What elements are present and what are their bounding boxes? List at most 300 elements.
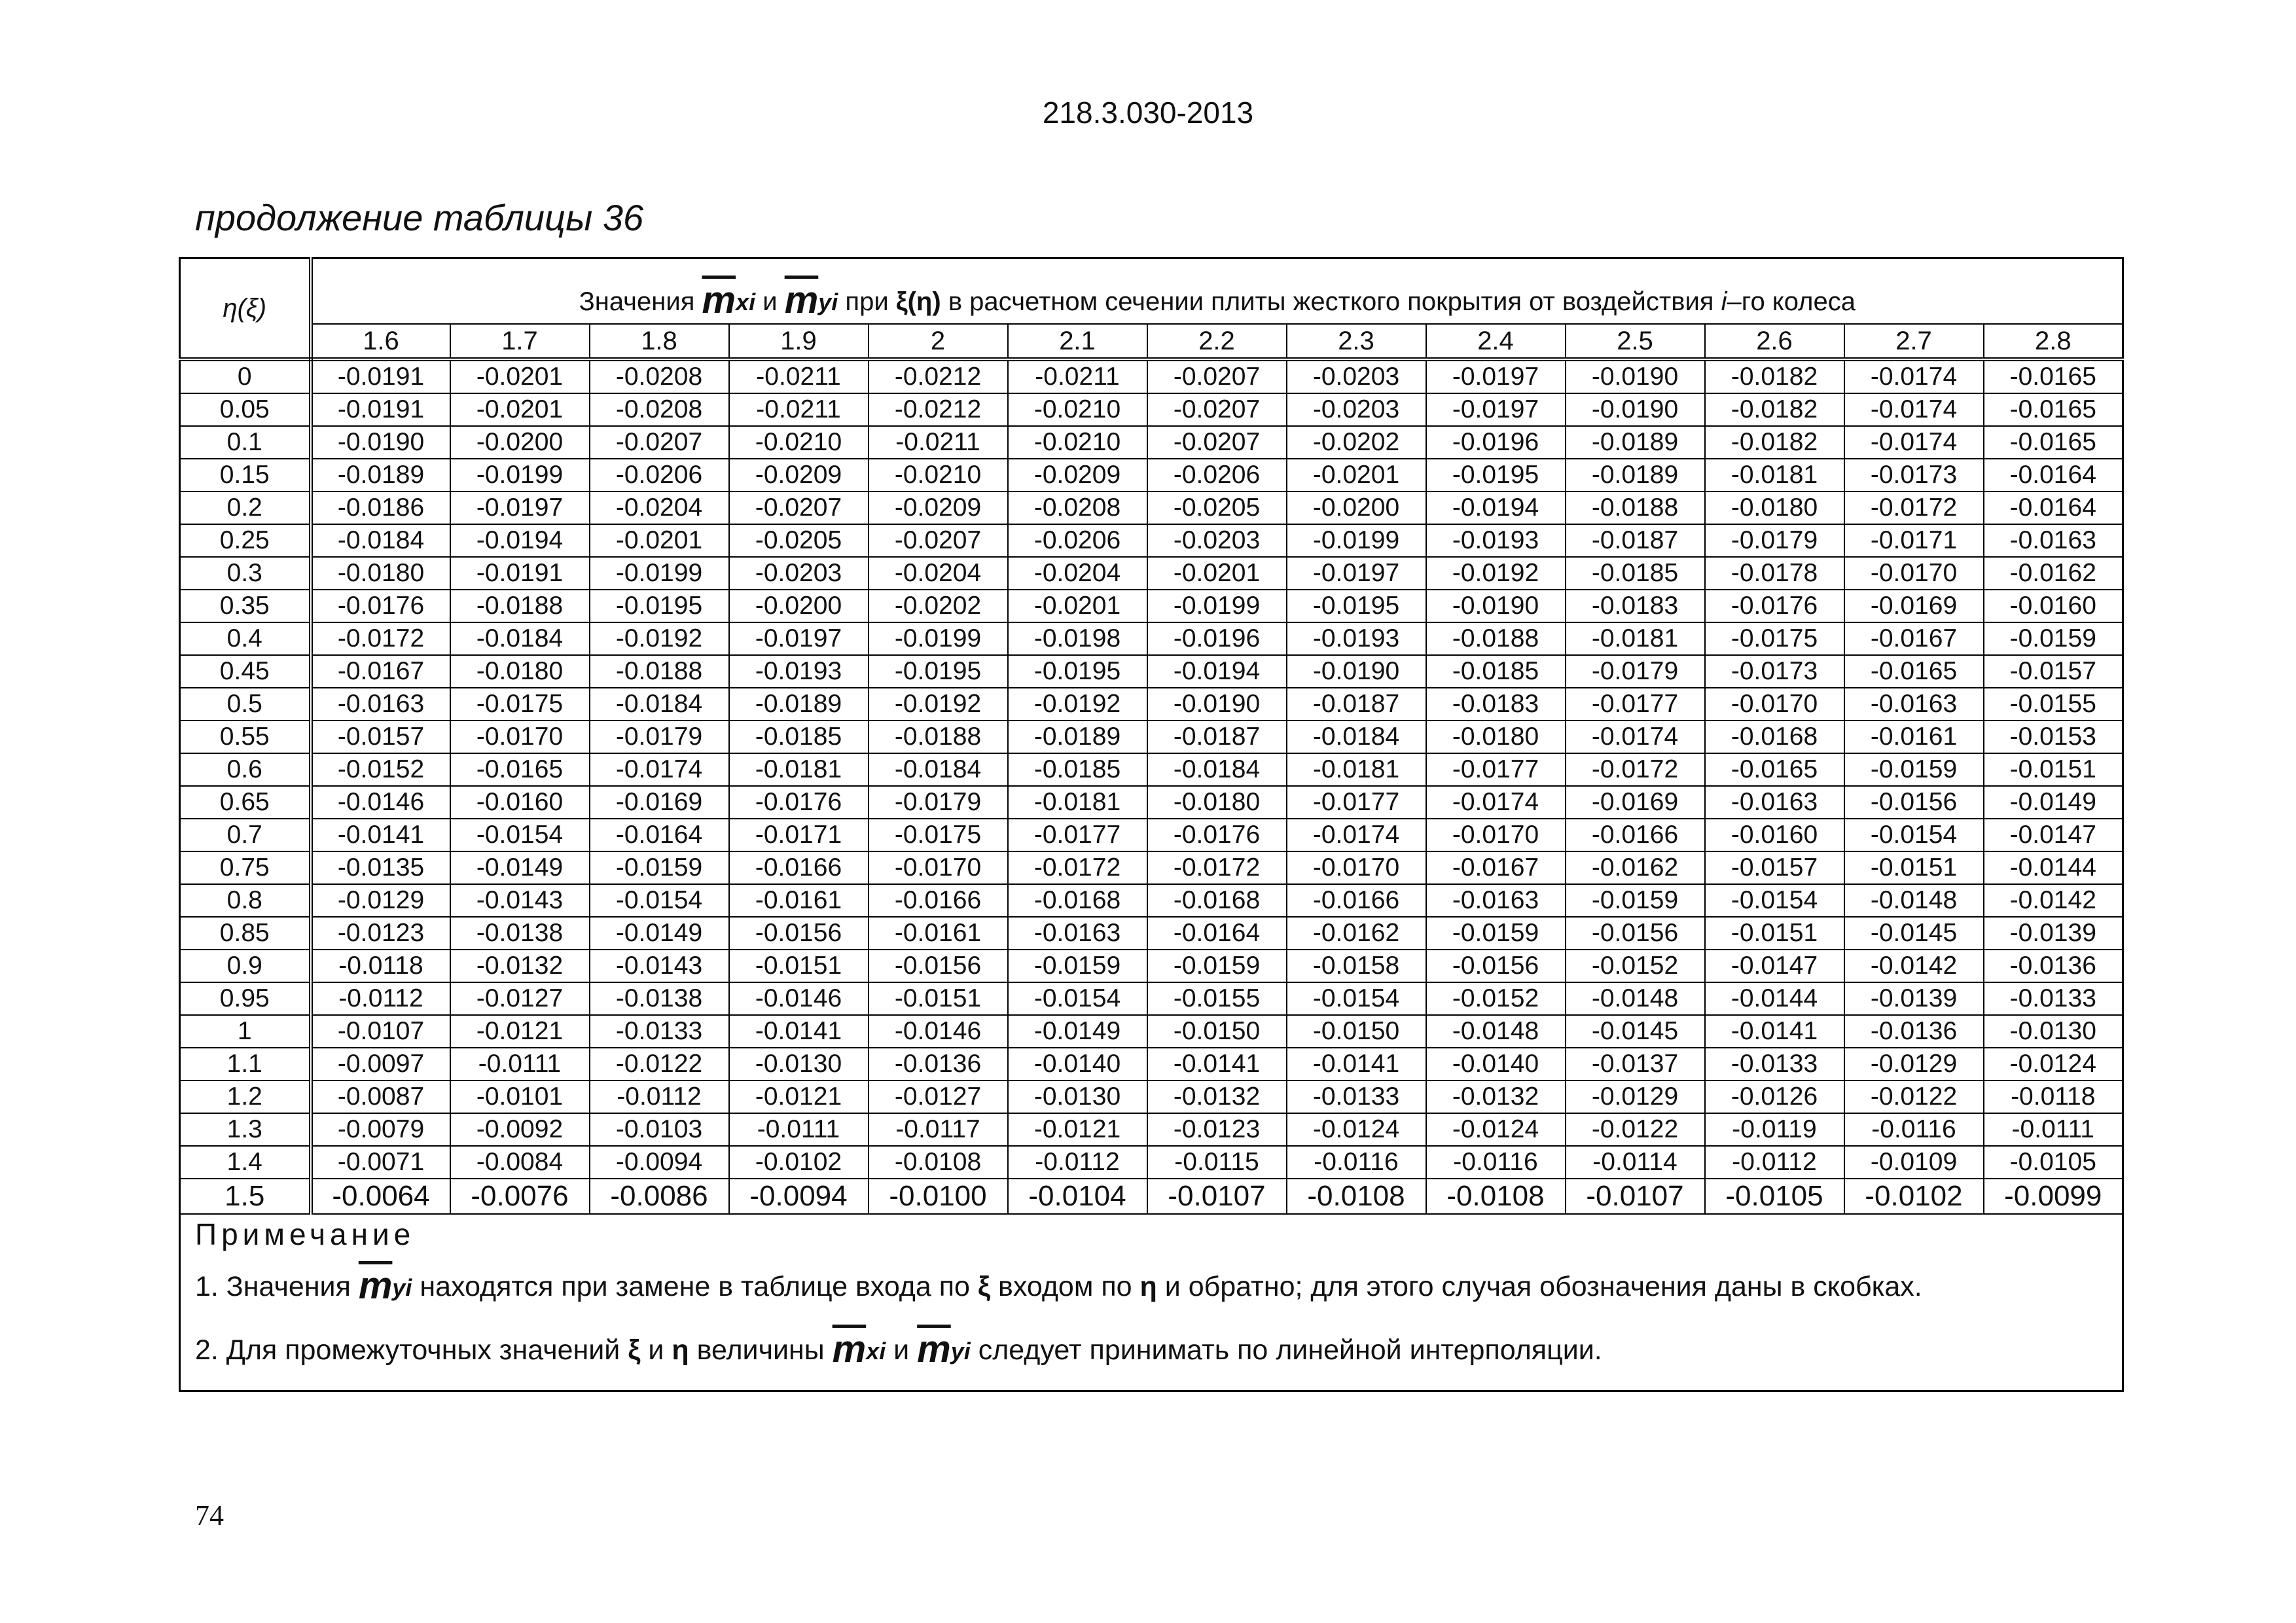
table-cell: -0.0174 (1287, 819, 1426, 851)
table-cell: -0.0211 (1008, 359, 1147, 393)
table-cell: -0.0192 (1008, 688, 1147, 721)
table-cell: -0.0165 (1984, 359, 2123, 393)
table-cell: -0.0187 (1287, 688, 1426, 721)
table-cell: -0.0084 (450, 1146, 590, 1179)
table-cell: -0.0151 (869, 982, 1008, 1015)
table-cell: -0.0208 (590, 359, 729, 393)
table-cell: -0.0209 (869, 491, 1008, 524)
table-cell: -0.0163 (1705, 786, 1844, 819)
table-cell: -0.0170 (1426, 819, 1566, 851)
table-cell: -0.0189 (1566, 426, 1705, 459)
table-cell: -0.0169 (590, 786, 729, 819)
table-cell: -0.0168 (1147, 884, 1287, 917)
table-cell: -0.0133 (1984, 982, 2123, 1015)
table-cell: -0.0199 (1287, 524, 1426, 557)
note-2-text-a: 2. Для промежуточных значений (195, 1334, 620, 1366)
table-cell: -0.0166 (869, 884, 1008, 917)
table-cell: -0.0148 (1844, 884, 1984, 917)
m-symbol: $\overline{m}$ (358, 1264, 393, 1307)
table-row (180, 1113, 2123, 1146)
table-cell: -0.0203 (1147, 524, 1287, 557)
column-header-row (180, 324, 2123, 359)
table-cell: -0.0140 (1426, 1048, 1566, 1080)
note-1-text-d: и обратно; для этого случая обозначения даны в скобках. (1164, 1271, 1922, 1302)
table-cell: -0.0180 (311, 557, 450, 590)
table-cell: -0.0179 (869, 786, 1008, 819)
table-cell: -0.0156 (869, 950, 1008, 982)
table-cell: -0.0139 (1984, 917, 2123, 950)
table-cell: -0.0205 (1147, 491, 1287, 524)
table-cell: -0.0151 (729, 950, 869, 982)
table-cell: -0.0167 (311, 655, 450, 688)
table-cell: -0.0185 (1008, 753, 1147, 786)
table-cell: -0.0159 (1984, 622, 2123, 655)
column-header: 2.7 (1844, 324, 1984, 359)
table-cell: -0.0107 (1566, 1179, 1705, 1214)
page-number: 74 (195, 1499, 224, 1531)
table-cell: -0.0139 (1844, 982, 1984, 1015)
note-2-and-2: и (893, 1334, 910, 1366)
table-cell: -0.0157 (1984, 655, 2123, 688)
table-cell: -0.0195 (1287, 590, 1426, 622)
table-cell: -0.0211 (729, 393, 869, 426)
table-cell: -0.0204 (1008, 557, 1147, 590)
table-cell: -0.0174 (1844, 426, 1984, 459)
row-label: 0.25 (180, 524, 311, 557)
row-label: 0.6 (180, 753, 311, 786)
table-cell: -0.0165 (1984, 393, 2123, 426)
table-cell: -0.0192 (1426, 557, 1566, 590)
table-cell: -0.0092 (450, 1113, 590, 1146)
row-header: η(ξ) (223, 293, 267, 323)
table-cell: -0.0146 (869, 1015, 1008, 1048)
table-cell: -0.0122 (590, 1048, 729, 1080)
table-cell: -0.0100 (869, 1179, 1008, 1214)
table-cell: -0.0163 (1984, 524, 2123, 557)
table-cell: -0.0156 (729, 917, 869, 950)
table-cell: -0.0143 (590, 950, 729, 982)
table-cell: -0.0149 (450, 851, 590, 884)
table-cell: -0.0094 (729, 1179, 869, 1214)
table-cell: -0.0188 (1566, 491, 1705, 524)
table-cell: -0.0163 (1844, 688, 1984, 721)
table-row (180, 1015, 2123, 1048)
table-cell: -0.0160 (1705, 819, 1844, 851)
table-cell: -0.0198 (1008, 622, 1147, 655)
table-cell: -0.0180 (450, 655, 590, 688)
table-cell: -0.0181 (1566, 622, 1705, 655)
table-cell: -0.0116 (1287, 1146, 1426, 1179)
span-header (311, 259, 2123, 325)
table-cell: -0.0171 (729, 819, 869, 851)
span-header-and: и (762, 287, 778, 316)
table-cell: -0.0179 (1566, 655, 1705, 688)
table-cell: -0.0177 (1426, 753, 1566, 786)
table-row (180, 753, 2123, 786)
table-cell: -0.0191 (311, 359, 450, 393)
table-cell: -0.0202 (869, 590, 1008, 622)
table-cell: -0.0170 (1705, 688, 1844, 721)
table-cell: -0.0181 (1008, 786, 1147, 819)
table-cell: -0.0130 (729, 1048, 869, 1080)
table-cell: -0.0156 (1426, 950, 1566, 982)
table-cell: -0.0136 (1844, 1015, 1984, 1048)
table-cell: -0.0119 (1705, 1113, 1844, 1146)
table-cell: -0.0172 (1844, 491, 1984, 524)
table-cell: -0.0190 (1426, 590, 1566, 622)
table-cell: -0.0195 (1426, 459, 1566, 491)
table-cell: -0.0175 (1705, 622, 1844, 655)
subscript-yi: yi (818, 289, 838, 315)
table-cell: -0.0193 (729, 655, 869, 688)
table-cell: -0.0122 (1844, 1080, 1984, 1113)
table-cell: -0.0132 (1147, 1080, 1287, 1113)
m-symbol: $\overline{m}$ (917, 1328, 951, 1370)
table-cell: -0.0147 (1984, 819, 2123, 851)
table-cell: -0.0107 (311, 1015, 450, 1048)
table-cell: -0.0104 (1008, 1179, 1147, 1214)
row-label: 0.7 (180, 819, 311, 851)
coefficient-table (179, 257, 2124, 1392)
table-cell: -0.0184 (311, 524, 450, 557)
table-cell: -0.0194 (1147, 655, 1287, 688)
table-cell: -0.0166 (1287, 884, 1426, 917)
table-row (180, 1179, 2123, 1214)
table-cell: -0.0199 (1147, 590, 1287, 622)
table-cell: -0.0133 (590, 1015, 729, 1048)
table-cell: -0.0121 (450, 1015, 590, 1048)
table-cell: -0.0174 (1426, 786, 1566, 819)
table-cell: -0.0181 (729, 753, 869, 786)
row-label: 0.1 (180, 426, 311, 459)
table-row (180, 491, 2123, 524)
table-cell: -0.0190 (1566, 393, 1705, 426)
note-line-1 (195, 1254, 2122, 1317)
note-1-eta: η (1139, 1271, 1157, 1302)
row-label: 1.4 (180, 1146, 311, 1179)
table-cell: -0.0086 (590, 1179, 729, 1214)
table-cell: -0.0144 (1705, 982, 1844, 1015)
table-cell: -0.0188 (1426, 622, 1566, 655)
table-cell: -0.0204 (869, 557, 1008, 590)
table-cell: -0.0159 (1566, 884, 1705, 917)
table-cell: -0.0208 (590, 393, 729, 426)
row-label: 0.35 (180, 590, 311, 622)
table-cell: -0.0184 (450, 622, 590, 655)
table-cell: -0.0102 (1844, 1179, 1984, 1214)
table-cell: -0.0143 (450, 884, 590, 917)
table-cell: -0.0112 (1008, 1146, 1147, 1179)
table-cell: -0.0122 (1566, 1113, 1705, 1146)
table-row (180, 655, 2123, 688)
table-cell: -0.0114 (1566, 1146, 1705, 1179)
note-line-2 (195, 1317, 2122, 1381)
table-cell: -0.0130 (1984, 1015, 2123, 1048)
table-cell: -0.0076 (450, 1179, 590, 1214)
table-row (180, 1048, 2123, 1080)
table-cell: -0.0161 (729, 884, 869, 917)
table-cell: -0.0150 (1147, 1015, 1287, 1048)
table-row (180, 721, 2123, 753)
table-cell: -0.0176 (1705, 590, 1844, 622)
table-cell: -0.0181 (1287, 753, 1426, 786)
table-cell: -0.0151 (1844, 851, 1984, 884)
table-cell: -0.0099 (1984, 1179, 2123, 1214)
table-cell: -0.0111 (450, 1048, 590, 1080)
table-cell: -0.0102 (729, 1146, 869, 1179)
table-cell: -0.0116 (1844, 1113, 1984, 1146)
table-row (180, 786, 2123, 819)
table-cell: -0.0200 (729, 590, 869, 622)
table-cell: -0.0186 (311, 491, 450, 524)
table-cell: -0.0111 (729, 1113, 869, 1146)
table-cell: -0.0206 (590, 459, 729, 491)
table-cell: -0.0201 (1287, 459, 1426, 491)
column-header: 2.4 (1426, 324, 1566, 359)
note-2-xi: ξ (628, 1334, 641, 1366)
table-cell: -0.0146 (311, 786, 450, 819)
table-cell: -0.0208 (1008, 491, 1147, 524)
table-cell: -0.0163 (1008, 917, 1147, 950)
table-cell: -0.0148 (1426, 1015, 1566, 1048)
note-1-text-b: находятся при замене в таблице входа по (420, 1271, 970, 1302)
table-cell: -0.0199 (869, 622, 1008, 655)
table-cell: -0.0171 (1844, 524, 1984, 557)
table-cell: -0.0190 (311, 426, 450, 459)
table-cell: -0.0190 (1147, 688, 1287, 721)
table-cell: -0.0162 (1566, 851, 1705, 884)
table-row (180, 524, 2123, 557)
table-cell: -0.0138 (450, 917, 590, 950)
row-label: 0.4 (180, 622, 311, 655)
table-cell: -0.0168 (1705, 721, 1844, 753)
table-cell: -0.0184 (1287, 721, 1426, 753)
table-cell: -0.0141 (1705, 1015, 1844, 1048)
table-cell: -0.0116 (1426, 1146, 1566, 1179)
subscript-xi: xi (736, 289, 756, 315)
table-cell: -0.0195 (1008, 655, 1147, 688)
row-label: 1 (180, 1015, 311, 1048)
note-1-xi: ξ (977, 1271, 991, 1302)
table-cell: -0.0159 (1844, 753, 1984, 786)
column-header: 2.5 (1566, 324, 1705, 359)
table-row (180, 622, 2123, 655)
table-cell: -0.0211 (729, 359, 869, 393)
table-cell: -0.0168 (1008, 884, 1147, 917)
table-cell: -0.0184 (869, 753, 1008, 786)
table-cell: -0.0148 (1566, 982, 1705, 1015)
table-cell: -0.0188 (869, 721, 1008, 753)
note-2-eta: η (672, 1334, 689, 1366)
table-cell: -0.0193 (1287, 622, 1426, 655)
table-cell: -0.0191 (311, 393, 450, 426)
table-cell: -0.0155 (1984, 688, 2123, 721)
table-cell: -0.0126 (1705, 1080, 1844, 1113)
table-cell: -0.0197 (450, 491, 590, 524)
table-cell: -0.0123 (1147, 1113, 1287, 1146)
table-cell: -0.0189 (729, 688, 869, 721)
table-cell: -0.0207 (1147, 426, 1287, 459)
span-header-rest: в расчетном сечении плиты жесткого покрытия от воздействия (948, 287, 1714, 316)
table-cell: -0.0184 (1147, 753, 1287, 786)
table-cell: -0.0158 (1287, 950, 1426, 982)
table-cell: -0.0195 (590, 590, 729, 622)
table-cell: -0.0133 (1287, 1080, 1426, 1113)
table-cell: -0.0197 (1287, 557, 1426, 590)
table-cell: -0.0154 (1705, 884, 1844, 917)
table-cell: -0.0157 (311, 721, 450, 753)
table-cell: -0.0137 (1566, 1048, 1705, 1080)
table-cell: -0.0207 (1147, 359, 1287, 393)
subscript-yi: yi (950, 1338, 971, 1364)
row-label: 1.2 (180, 1080, 311, 1113)
table-cell: -0.0184 (590, 688, 729, 721)
table-cell: -0.0160 (450, 786, 590, 819)
table-cell: -0.0130 (1008, 1080, 1147, 1113)
table-cell: -0.0172 (1008, 851, 1147, 884)
table-row (180, 393, 2123, 426)
table-cell: -0.0207 (729, 491, 869, 524)
table-cell: -0.0187 (1566, 524, 1705, 557)
table-cell: -0.0155 (1147, 982, 1287, 1015)
table-cell: -0.0206 (1008, 524, 1147, 557)
subscript-xi: xi (866, 1338, 886, 1364)
table-cell: -0.0199 (450, 459, 590, 491)
column-header: 1.7 (450, 324, 590, 359)
table-cell: -0.0182 (1705, 393, 1844, 426)
note-2-and-1: и (648, 1334, 664, 1366)
table-cell: -0.0179 (590, 721, 729, 753)
m-symbol: $\overline{m}$ (832, 1328, 867, 1370)
row-header-cell (180, 259, 311, 360)
table-cell: -0.0165 (1984, 426, 2123, 459)
table-cell: -0.0183 (1566, 590, 1705, 622)
table-cell: -0.0170 (869, 851, 1008, 884)
table-row (180, 819, 2123, 851)
table-cell: -0.0204 (590, 491, 729, 524)
table-cell: -0.0210 (729, 426, 869, 459)
table-cell: -0.0166 (1566, 819, 1705, 851)
table-cell: -0.0087 (311, 1080, 450, 1113)
row-label: 0.9 (180, 950, 311, 982)
table-row (180, 359, 2123, 393)
table-cell: -0.0175 (869, 819, 1008, 851)
note-1-text-a: 1. Значения (195, 1271, 351, 1302)
table-cell: -0.0142 (1984, 884, 2123, 917)
table-cell: -0.0121 (1008, 1113, 1147, 1146)
table-cell: -0.0103 (590, 1113, 729, 1146)
table-body (180, 359, 2123, 1214)
table-cell: -0.0124 (1287, 1113, 1426, 1146)
table-cell: -0.0173 (1844, 459, 1984, 491)
table-cell: -0.0079 (311, 1113, 450, 1146)
table-cell: -0.0117 (869, 1113, 1008, 1146)
table-cell: -0.0147 (1705, 950, 1844, 982)
table-cell: -0.0156 (1844, 786, 1984, 819)
table-cell: -0.0207 (590, 426, 729, 459)
table-row (180, 557, 2123, 590)
table-cell: -0.0187 (1147, 721, 1287, 753)
table-cell: -0.0141 (1147, 1048, 1287, 1080)
table-cell: -0.0097 (311, 1048, 450, 1080)
table-cell: -0.0136 (1984, 950, 2123, 982)
table-cell: -0.0212 (869, 359, 1008, 393)
m-symbol: $\overline{m}$ (784, 279, 819, 321)
table-cell: -0.0192 (590, 622, 729, 655)
table-row (180, 917, 2123, 950)
row-label: 0.15 (180, 459, 311, 491)
column-header: 1.9 (729, 324, 869, 359)
table-cell: -0.0189 (1566, 459, 1705, 491)
table-cell: -0.0151 (1984, 753, 2123, 786)
table-cell: -0.0181 (1705, 459, 1844, 491)
table-cell: -0.0176 (729, 786, 869, 819)
table-cell: -0.0094 (590, 1146, 729, 1179)
table-cell: -0.0172 (311, 622, 450, 655)
table-cell: -0.0205 (729, 524, 869, 557)
table-cell: -0.0196 (1426, 426, 1566, 459)
table-cell: -0.0112 (590, 1080, 729, 1113)
table-cell: -0.0112 (311, 982, 450, 1015)
table-cell: -0.0177 (1566, 688, 1705, 721)
table-cell: -0.0203 (729, 557, 869, 590)
table-cell: -0.0124 (1984, 1048, 2123, 1080)
table-cell: -0.0188 (590, 655, 729, 688)
table-cell: -0.0108 (1426, 1179, 1566, 1214)
table-cell: -0.0170 (1844, 557, 1984, 590)
span-header-xi-eta: ξ(η) (895, 287, 941, 316)
table-cell: -0.0183 (1426, 688, 1566, 721)
table-cell: -0.0165 (1705, 753, 1844, 786)
table-cell: -0.0159 (1426, 917, 1566, 950)
note-title: Примечание (195, 1217, 416, 1251)
row-label: 0.8 (180, 884, 311, 917)
table-cell: -0.0177 (1287, 786, 1426, 819)
table-cell: -0.0182 (1705, 359, 1844, 393)
table-cell: -0.0191 (450, 557, 590, 590)
table-cell: -0.0101 (450, 1080, 590, 1113)
table-cell: -0.0151 (1705, 917, 1844, 950)
table-cell: -0.0149 (590, 917, 729, 950)
table-cell: -0.0202 (1287, 426, 1426, 459)
table-cell: -0.0209 (1008, 459, 1147, 491)
table-cell: -0.0211 (869, 426, 1008, 459)
table-cell: -0.0107 (1147, 1179, 1287, 1214)
row-label: 0.3 (180, 557, 311, 590)
table-cell: -0.0197 (1426, 393, 1566, 426)
table-cell: -0.0157 (1705, 851, 1844, 884)
column-header: 2.6 (1705, 324, 1844, 359)
table-row (180, 851, 2123, 884)
table-cell: -0.0174 (1566, 721, 1705, 753)
column-header: 1.6 (311, 324, 450, 359)
table-cell: -0.0133 (1705, 1048, 1844, 1080)
note-cell (180, 1214, 2123, 1391)
table-cell: -0.0207 (1147, 393, 1287, 426)
table-row (180, 590, 2123, 622)
table-cell: -0.0201 (1147, 557, 1287, 590)
table-cell: -0.0141 (1287, 1048, 1426, 1080)
row-label: 0.75 (180, 851, 311, 884)
table-cell: -0.0195 (869, 655, 1008, 688)
table-cell: -0.0154 (1008, 982, 1147, 1015)
column-header: 1.8 (590, 324, 729, 359)
table-cell: -0.0209 (729, 459, 869, 491)
table-cell: -0.0196 (1147, 622, 1287, 655)
table-cell: -0.0129 (1566, 1080, 1705, 1113)
row-label: 1.3 (180, 1113, 311, 1146)
table-cell: -0.0185 (1566, 557, 1705, 590)
